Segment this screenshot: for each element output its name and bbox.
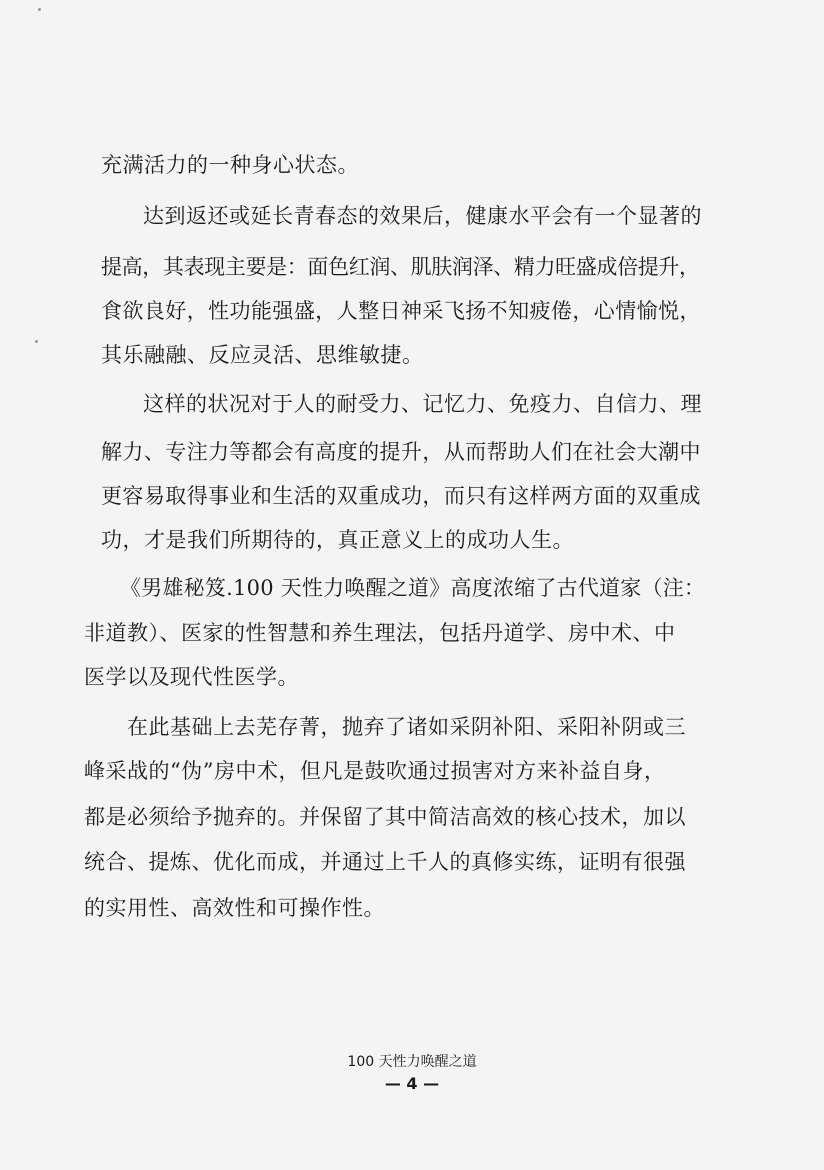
paragraph-2-line-1: 这样的状况对于人的耐受力、记忆力、免疫力、自信力、理 bbox=[143, 392, 702, 416]
text-line: 食欲良好，性功能强盛，人整日神采飞扬不知疲倦，心情愉悦， bbox=[101, 299, 701, 323]
paragraph-4-line-1: 在此基础上去芜存菁，抛弃了诸如采阴补阳、采阳补阴或三 bbox=[127, 715, 686, 739]
text-line: 解力、专注力等都会有高度的提升，从而帮助人们在社会大潮中 bbox=[101, 440, 701, 464]
scan-speck bbox=[35, 340, 38, 343]
footer-book-title: 100 天性力唤醒之道 bbox=[347, 1054, 477, 1070]
text-line: 更容易取得事业和生活的双重成功，而只有这样两方面的双重成 bbox=[101, 484, 701, 508]
page-number: — 4 — bbox=[384, 1074, 440, 1093]
text-line: 的实用性、高效性和可操作性。 bbox=[84, 896, 385, 920]
text-line: 都是必须给予抛弃的。并保留了其中简洁高效的核心技术，加以 bbox=[84, 805, 686, 829]
text-line: 医学以及现代性医学。 bbox=[84, 665, 299, 689]
text-line: 提高，其表现主要是：面色红润、肌肤润泽、精力旺盛成倍提升， bbox=[101, 255, 700, 279]
text-line: 功，才是我们所期待的，真正意义上的成功人生。 bbox=[101, 528, 574, 552]
text-line: 非道教）、医家的性智慧和养生理法，包括丹道学、房中术、中 bbox=[84, 621, 676, 645]
scan-speck bbox=[38, 8, 41, 11]
text-line: 其乐融融、反应灵活、思维敏捷。 bbox=[101, 343, 424, 367]
text-line: 充满活力的一种身心状态。 bbox=[101, 153, 359, 177]
text-line: 统合、提炼、优化而成，并通过上千人的真修实练，证明有很强 bbox=[84, 850, 686, 874]
text-line: 峰采战的“伪”房中术，但凡是鼓吹通过损害对方来补益自身， bbox=[84, 759, 666, 783]
paragraph-1-line-1: 达到返还或延长青春态的效果后，健康水平会有一个显著的 bbox=[143, 204, 702, 228]
paragraph-3-line-1: 《男雄秘笈.100 天性力唤醒之道》高度浓缩了古代道家（注： bbox=[120, 576, 706, 600]
